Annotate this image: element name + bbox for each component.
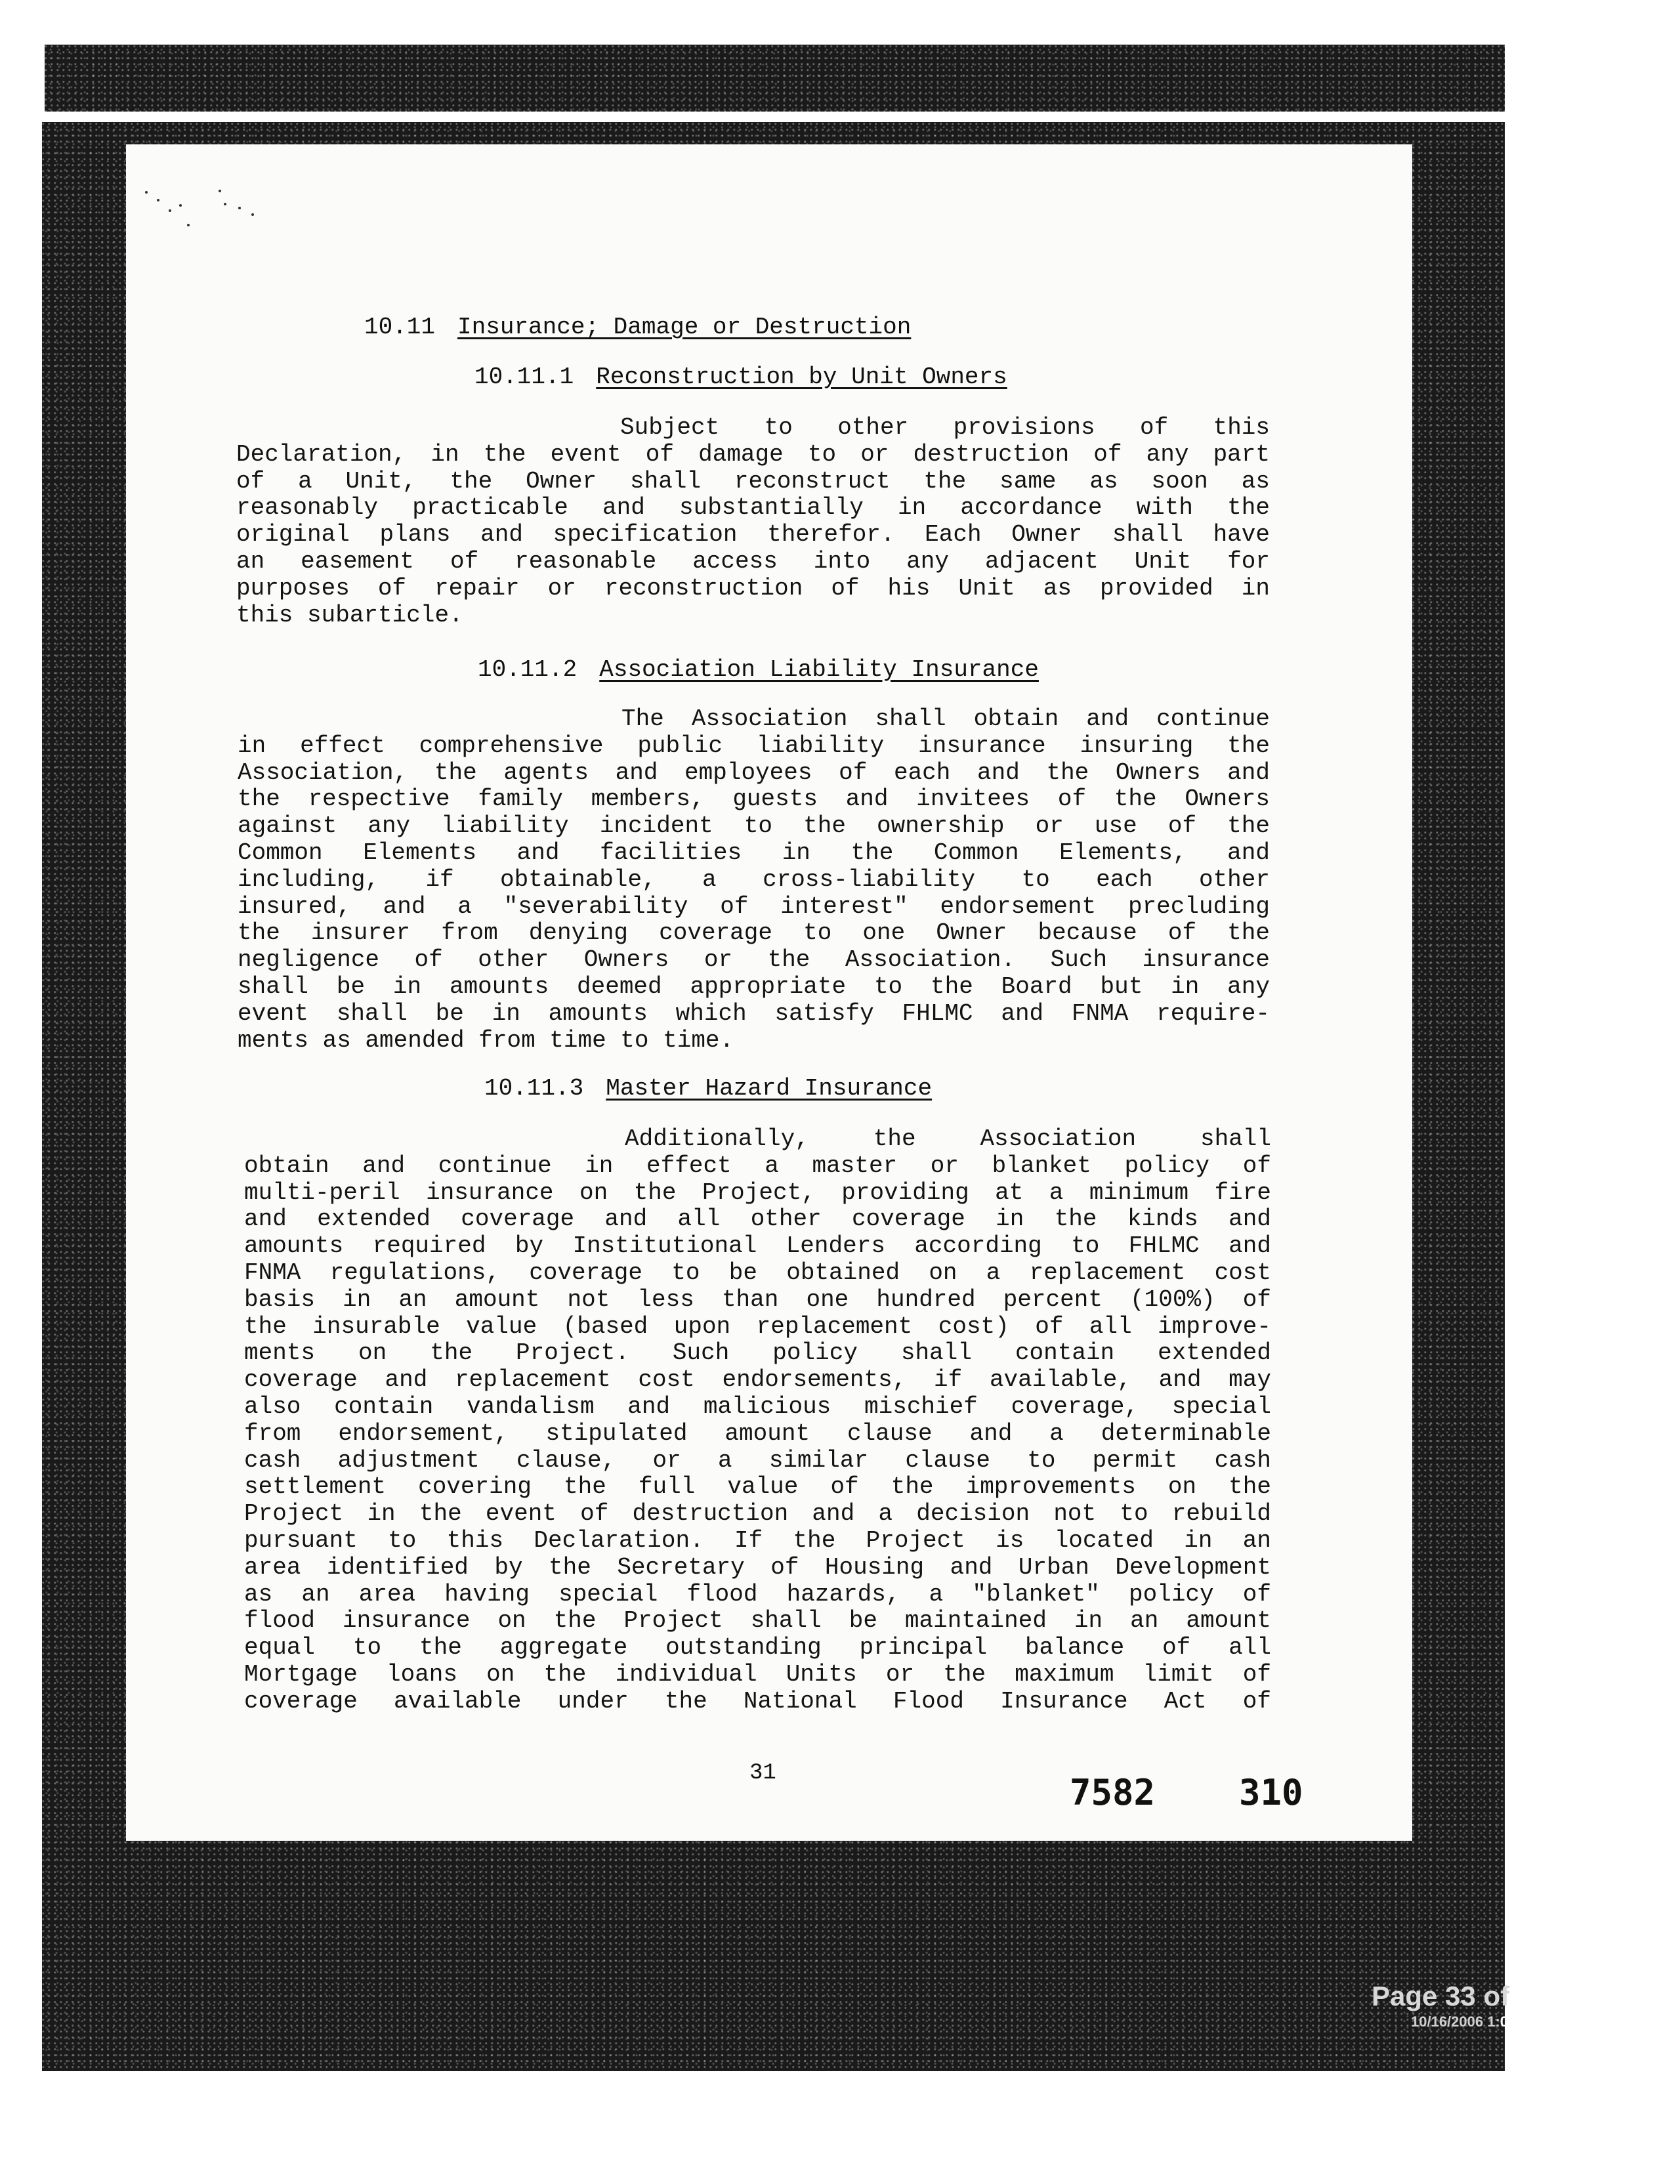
paragraph-line: Mortgage loans on the individual Units or the maximum limit of (244, 1660, 1271, 1688)
subsection-number: 10.11.3 (484, 1075, 584, 1102)
paragraph-line: this subarticle. (236, 601, 463, 629)
paragraph-line: amounts required by Institutional Lenders according to FHLMC and (244, 1232, 1271, 1260)
paragraph-line: reasonably practicable and substantially in accordance with the (236, 494, 1270, 522)
paragraph-line: insured, and a "severability of interest" endorsement precluding (238, 892, 1270, 920)
paragraph-liability-insurance (238, 706, 1270, 1054)
paragraph-line: the insurable value (based upon replacement cost) of all improve- (244, 1312, 1271, 1340)
section-heading (364, 314, 911, 341)
paragraph-line: obtain and continue in effect a master or blanket policy of (244, 1152, 1271, 1179)
paragraph-line: multi-peril insurance on the Project, providing at a minimum fire (244, 1179, 1271, 1206)
recording-page-number: 310 (1239, 1772, 1303, 1813)
paragraph-line: Additionally, the Association shall (625, 1125, 1271, 1152)
scan-top-border (45, 45, 1505, 112)
subsection-heading-10-11-3 (484, 1075, 932, 1102)
recording-book-number: 7582 (1070, 1772, 1156, 1813)
paragraph-line: Association, the agents and employees of each and the Owners and (238, 759, 1270, 786)
viewer-timestamp-time: 06 PM (1500, 2013, 1542, 2030)
subsection-title: Association Liability Insurance (599, 656, 1039, 683)
paragraph-hazard-insurance (244, 1126, 1271, 1715)
paragraph-line: area identified by the Secretary of Housing and Urban Development (244, 1553, 1271, 1581)
page-number: 31 (749, 1761, 776, 1786)
paragraph-line: including, if obtainable, a cross-liability to each other (238, 866, 1270, 893)
section-title: Insurance; Damage or Destruction (457, 314, 912, 341)
paragraph-line: FNMA regulations, coverage to be obtained on a replacement cost (244, 1259, 1271, 1286)
paragraph-line: the insurer from denying coverage to one Owner because of the (238, 919, 1270, 947)
section-number: 10.11 (364, 314, 436, 341)
paragraph-line: flood insurance on the Project shall be maintained in an amount (244, 1607, 1271, 1635)
subsection-title: Master Hazard Insurance (606, 1075, 933, 1102)
paragraph-line: ments as amended from time to time. (238, 1026, 734, 1054)
paragraph-line: as an area having special flood hazards, a "blanket" policy of (244, 1580, 1271, 1608)
paragraph-line: coverage available under the National Flood Insurance Act of (244, 1687, 1271, 1715)
viewer-timestamp-date: 10/16/2006 1: (1411, 2013, 1500, 2030)
paragraph-reconstruction (236, 415, 1270, 629)
paragraph-line: Declaration, in the event of damage to or destruction of any part (236, 440, 1270, 468)
viewer-page-counter (1372, 1981, 1547, 2012)
paragraph-line: equal to the aggregate outstanding principal balance of all (244, 1634, 1271, 1662)
paragraph-line: against any liability incident to the ownership or use of the (238, 812, 1270, 840)
paragraph-line: an easement of reasonable access into any adjacent Unit for (236, 547, 1270, 575)
paragraph-line: coverage and replacement cost endorsements, if available, and may (244, 1366, 1271, 1394)
paragraph-line: Subject to other provisions of this (620, 414, 1270, 441)
scan-specks (141, 186, 259, 245)
paragraph-line: from endorsement, stipulated amount clause and a determinable (244, 1419, 1271, 1447)
paragraph-line: settlement covering the full value of the improvements on the (244, 1473, 1271, 1501)
viewer-page-total: 44 (1517, 1981, 1548, 2011)
paragraph-line: the respective family members, guests and invitees of the Owners (238, 786, 1270, 813)
paragraph-line: Project in the event of destruction and a decision not to rebuild (244, 1500, 1271, 1528)
paragraph-line: of a Unit, the Owner shall reconstruct the same as soon as (236, 467, 1270, 495)
subsection-heading-10-11-1 (474, 364, 1007, 390)
paragraph-line: ments on the Project. Such policy shall contain extended (244, 1339, 1271, 1367)
paragraph-line: also contain vandalism and malicious mischief coverage, special (244, 1393, 1271, 1420)
viewer-timestamp (1411, 2013, 1542, 2030)
paragraph-line: The Association shall obtain and continue (621, 705, 1270, 732)
paragraph-line: pursuant to this Declaration. If the Project is located in an (244, 1526, 1271, 1554)
paragraph-line: negligence of other Owners or the Association. Such insurance (238, 946, 1270, 974)
paragraph-line: in effect comprehensive public liability insurance insuring the (238, 732, 1270, 759)
paragraph-line: basis in an amount not less than one hundred percent (100%) of (244, 1286, 1271, 1313)
paragraph-line: original plans and specification therefor. Each Owner shall have (236, 521, 1270, 549)
subsection-title: Reconstruction by Unit Owners (596, 364, 1007, 390)
subsection-number: 10.11.1 (474, 364, 574, 390)
paragraph-line: shall be in amounts deemed appropriate to the Board but in any (238, 973, 1270, 1000)
subsection-number: 10.11.2 (478, 656, 578, 683)
paragraph-line: cash adjustment clause, or a similar clause to permit cash (244, 1446, 1271, 1474)
paragraph-line: event shall be in amounts which satisfy FHLMC and FNMA require- (238, 999, 1270, 1027)
paragraph-line: Common Elements and facilities in the Common Elements, and (238, 839, 1270, 866)
subsection-heading-10-11-2 (478, 656, 1039, 683)
paragraph-line: purposes of repair or reconstruction of his Unit as provided in (236, 574, 1270, 602)
viewer-page-label: Page 33 of (1372, 1981, 1510, 2011)
paragraph-line: and extended coverage and all other coverage in the kinds and (244, 1206, 1271, 1233)
